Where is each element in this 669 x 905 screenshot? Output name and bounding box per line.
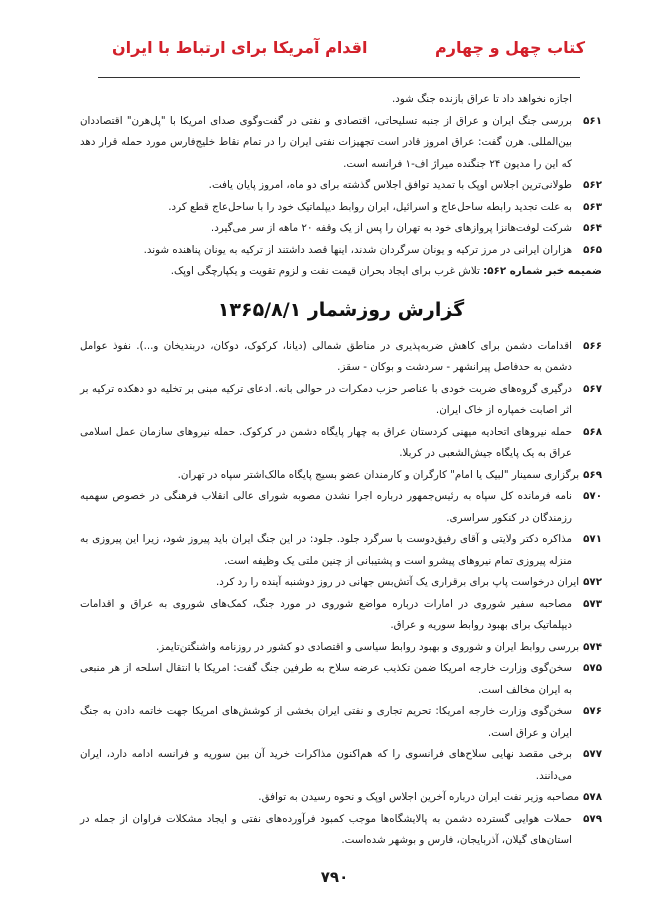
entry-text: بررسی جنگ ایران و عراق از جنبه تسلیحاتی، اقتصادی و نفتی در گفت‌وگوی صدای امریکا با "پل‌هرن" اقتصاددان بین‌المللی. هرن گفت: عراق امروز قادر است تجهیزات نفتی ایران را در تمام نقاط خلیج‌فارس مورد حمله قرار دهد که این را مدیون ۲۴ جنگنده میراژ اف-۱ فرانسه است. [80,114,572,170]
news-entry [80,218,602,240]
news-entry [80,809,602,852]
entry-number: ۵۶۸ [583,425,602,438]
entry-number: ۵۷۷ [583,748,602,760]
entry-text: برخی مقصد نهایی سلاح‌های فرانسوی را که هم‌اکنون مذاکرات خرید آن بین سوریه و فرانسه ادامه دارد، ایران می‌دانند. [80,748,572,782]
entry-number: ۵۷۳ [583,597,602,610]
entry-number: ۵۶۲ [583,179,602,191]
entry-number: ۵۷۶ [583,705,602,717]
entry-text: طولانی‌ترین اجلاس اوپک با تمدید توافق اجلاس گذشته برای دو ماه، امروز پایان یافت. [208,179,572,191]
news-entry [80,197,602,219]
news-entry [80,240,602,262]
entry-text: درگیری گروه‌های ضربت خودی با عناصر حزب دمکرات در حوالی بانه. ادعای ترکیه مبنی بر تخلیه دو دهکده ترکیه بر اثر اصابت خمپاره از خاک ایران. [80,382,572,416]
news-entry [80,111,602,176]
news-entry [80,787,602,809]
entry-number: ۵۶۶ [583,339,602,352]
entry-number: ۵۷۹ [583,812,602,825]
news-entry [80,465,602,487]
entry-number: ۵۷۴ [583,640,602,653]
entry-text: حمله نیروهای اتحادیه میهنی کردستان عراق به چهار پایگاه دشمن در کرکوک. حمله نیروهای سازمان عمل اسلامی عراق به یک پایگاه جیش‌الشعبی در کربلا. [80,425,572,459]
entry-text: شرکت لوفت‌هانزا پروازهای خود به تهران را پس از یک وقفه ۲۰ ماهه از سر می‌گیرد. [210,222,572,234]
news-entry [80,744,602,787]
entry-text: مصاحبه سفیر شوروی در امارات درباره مواضع شوروی در مورد جنگ، کمک‌های شوروی به عراق و اقدامات دیپلماتیک برای بهبود روابط سوریه و عراق. [80,597,572,631]
entry-text: برگزاری سمینار "لبیک یا امام" کارگران و کارمندان عضو بسیج پایگاه مالک‌اشتر سپاه در تهران. [177,468,580,481]
news-entry [80,594,602,637]
appendix-text: تلاش غرب برای ایجاد بحران قیمت نفت و لزوم تقویت و یکپارچگی اوپک. [170,265,480,277]
entry-text: نامه فرمانده کل سپاه به رئیس‌جمهور درباره اجرا نشدن مصوبه شورای عالی انقلاب فرهنگی در خصوص سهمیه رزمندگان در کنکور سراسری. [80,490,572,524]
news-entry [80,336,602,379]
report-title: گزارش روزشمار ۱۳۶۵/۸/۱ [217,298,465,321]
entry-text: اقدامات دشمن برای کاهش ضربه‌پذیری در مناطق شمالی (دیانا، کرکوک، دوکان، دربندیخان و...). نفوذ عوامل دشمن به حدفاصل پیرانشهر - سردشت و بوکان - سقز. [80,339,572,373]
entry-number: ۵۶۷ [583,382,602,395]
entry-text: بررسی روابط ایران و شوروی و بهبود روابط سیاسی و اقتصادی دو کشور در روزنامه واشنگتن‌تایمز. [155,640,580,653]
news-entry [80,422,602,465]
appendix-label: ضمیمه خبر شماره ۵۶۲: [483,265,602,277]
chapter-title: اقدام آمریکا برای ارتباط با ایران [112,38,368,57]
entry-number: ۵۶۴ [583,222,602,234]
entry-number: ۵۷۵ [583,662,602,674]
entry-text: سخن‌گوی وزارت خارجه امریکا: تحریم تجاری و نفتی ایران بخشی از کوشش‌های امریکا جهت خاتمه دادن به جنگ ایران و عراق است. [80,705,572,739]
entry-number: ۵۶۹ [583,468,602,481]
entry-number: ۵۶۳ [583,200,602,213]
entry-text: سخن‌گوی وزارت خارجه امریکا ضمن تکذیب عرضه سلاح به طرفین جنگ گفت: امریکا با انتقال اسلحه از هر منبعی به ایران مخالف است. [80,662,572,696]
top-entry-list [80,89,602,261]
entry-number: ۵۷۰ [583,490,602,502]
news-entry [80,701,602,744]
entry-text: ایران درخواست پاپ برای برقراری یک آتش‌بس جهانی در روز دوشنبه آینده را رد کرد. [215,576,580,588]
news-entry [80,658,602,701]
entry-text: مذاکره دکتر ولایتی و آقای رفیق‌دوست با سرگرد جلود. جلود: در این جنگ ایران باید پیروز شود، زیرا این پیروزی به منزله پیروزی تمام نیروهای پیشرو است و پشتیبانی از چنین ملتی یک وظیفه است. [80,533,572,567]
page-content [80,89,602,852]
entry-number: ۵۷۲ [583,576,602,588]
header-divider [98,77,580,78]
entry-number: ۵۶۱ [583,114,602,127]
news-entry [80,637,602,659]
entry-number: ۵۶۵ [583,243,602,256]
news-entry [80,486,602,529]
entry-text: حملات هوایی گسترده دشمن به پالایشگاه‌ها موجب کمبود فرآورده‌های نفتی و ایجاد مشکلات فراوان از جمله در استان‌های گیلان، آذربایجان، فارس و بوشهر شده‌است. [80,812,572,846]
appendix-note [80,261,602,283]
entry-number: ۵۷۱ [583,533,602,545]
entry-number: ۵۷۸ [583,791,602,803]
news-entry [80,529,602,572]
entry-text: هزاران ایرانی در مرز ترکیه و یونان سرگردان شدند، اینها قصد داشتند از ترکیه به یونان پناهنده شوند. [143,243,572,256]
entry-text: به علت تجدید رابطه ساحل‌عاج و اسرائیل، ایران روابط دیپلماتیک خود را با ساحل‌عاج قطع کرد. [168,200,572,213]
news-entry [80,175,602,197]
news-entry [80,379,602,422]
news-entry [80,572,602,594]
entry-text: مصاحبه وزیر نفت ایران درباره آخرین اجلاس اوپک و نحوه رسیدن به توافق. [258,791,580,803]
report-entry-list [80,336,602,852]
book-title: کتاب چهل و چهارم [435,38,585,57]
news-entry [80,89,602,111]
page-number: ۷۹۰ [320,868,349,886]
entry-text: اجازه نخواهد داد تا عراق بازنده جنگ شود. [391,93,572,105]
